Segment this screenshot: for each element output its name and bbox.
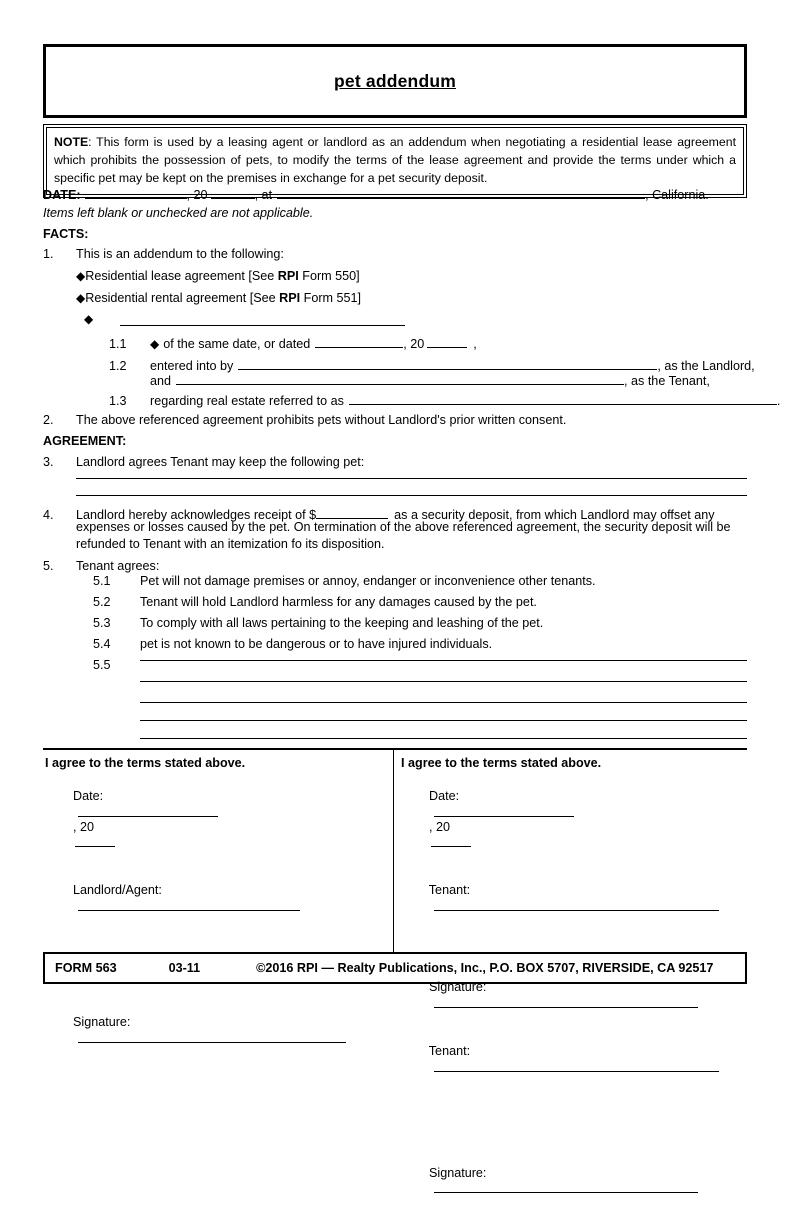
facts-heading-row — [43, 227, 88, 243]
tenant-date-row — [401, 775, 747, 864]
landlord-date-row — [45, 775, 389, 864]
fact-item-2-number: 2. — [43, 413, 54, 427]
landlord-date-label: Date: — [73, 789, 104, 803]
landlord-name-label: Landlord/Agent: — [73, 883, 162, 898]
agreement-item-5-5 — [93, 658, 140, 674]
fact-1-1-tail: , — [473, 337, 477, 352]
checkbox-other-agreement[interactable] — [84, 313, 93, 325]
date-year-field[interactable] — [211, 184, 255, 199]
tenant-name-label-1: Tenant: — [428, 883, 471, 898]
agreement-item-5-4-number: 5.4 — [93, 637, 111, 651]
date-year-prefix: , 20 — [186, 188, 208, 203]
agreement-item-4-text-a: Landlord hereby acknowledges receipt of $ — [76, 508, 317, 523]
landlord-agree-text: I agree to the terms stated above. — [45, 756, 246, 770]
agreement-heading-row — [43, 434, 126, 450]
footer-box — [43, 952, 747, 984]
agreement-item-5 — [43, 559, 159, 575]
fact-item-1-2-text: entered into by — [150, 359, 234, 374]
tenant-date-label: Date: — [429, 789, 460, 803]
fact-item-1-3-text: regarding real estate referred to as — [150, 394, 344, 409]
fact-item-1-2-number: 1.2 — [109, 359, 127, 374]
tenant-agrees-blank-line-5[interactable] — [140, 738, 747, 739]
disclaimer-text: Items left blank or unchecked are not applicable. — [43, 206, 314, 220]
fact-1-2-and-label: and — [150, 374, 172, 389]
footer-form-number: FORM 563 — [55, 961, 117, 975]
fact-1-1-year-prefix: , 20 — [403, 337, 425, 352]
checkbox-rental-brand: RPI — [279, 291, 301, 305]
agreement-item-4-line-2 — [76, 520, 731, 536]
landlord-signature-label: Signature: — [73, 1015, 131, 1030]
landlord-year-field[interactable] — [75, 835, 115, 847]
fact-1-2-tenant-field[interactable] — [176, 370, 624, 385]
tenant-agrees-blank-line-1[interactable] — [140, 660, 747, 661]
agreement-item-4-line-3 — [76, 537, 385, 553]
tenant-agrees-blank-line-2[interactable] — [140, 681, 747, 682]
date-month-day-field[interactable] — [85, 184, 187, 199]
fact-1-2-landlord-field[interactable] — [238, 355, 657, 370]
tenant-name-field-1[interactable] — [434, 899, 719, 911]
date-label: DATE: — [43, 188, 81, 203]
pet-description-line-1[interactable] — [76, 478, 747, 479]
tenant-agree-text: I agree to the terms stated above. — [401, 756, 602, 770]
fact-item-1-3 — [109, 390, 780, 410]
tenant-year-prefix: , 20 — [429, 819, 451, 834]
tenant-agrees-blank-line-4[interactable] — [140, 720, 747, 721]
note-body: : This form is used by a leasing agent or landlord as an addendum when negotiating a residential lease agreement which prohibits the possession of pets, to modify the terms of the lease agreement and provide the terms under which a specific pet may be kept on the premises in exchange for a pet security deposit. — [54, 135, 736, 186]
agreement-heading: AGREEMENT: — [43, 434, 127, 448]
tenant-signature-row-2 — [401, 1152, 747, 1210]
agreement-item-5-4-text: pet is not known to be dangerous or to have injured individuals. — [140, 637, 493, 651]
agreement-item-5-1 — [93, 574, 596, 590]
fact-1-2-landlord-tail: , as the Landlord, — [657, 359, 755, 374]
agreement-item-4-text-b: as a security deposit, from which Landlord may offset any — [394, 508, 715, 523]
form-title-box — [43, 44, 747, 118]
landlord-signature-field[interactable] — [78, 1031, 346, 1043]
checkbox-icon[interactable]: ◆ — [150, 336, 160, 351]
landlord-date-field[interactable] — [78, 805, 218, 817]
signature-column-landlord — [43, 750, 389, 1060]
agreement-item-5-3-text: To comply with all laws pertaining to the keeping and leashing of the pet. — [140, 616, 544, 630]
agreement-item-5-1-number: 5.1 — [93, 574, 111, 588]
fact-1-2-tenant-tail: , as the Tenant, — [624, 374, 710, 389]
agreement-item-5-number: 5. — [43, 559, 54, 573]
agreement-item-5-1-text: Pet will not damage premises or annoy, endanger or inconvenience other tenants. — [140, 574, 596, 588]
tenant-name-row-2 — [401, 1030, 747, 1089]
date-state-label: , California. — [645, 188, 709, 203]
form-page — [43, 0, 781, 1180]
fact-item-2-text: The above referenced agreement prohibits pets without Landlord's prior written consent. — [76, 413, 567, 427]
tenant-signature-field-1[interactable] — [434, 996, 698, 1008]
agreement-item-3 — [43, 455, 364, 471]
date-at-label: , at — [254, 188, 273, 203]
checkbox-lease-brand: RPI — [277, 269, 299, 283]
fact-item-1-text: This is an addendum to the following: — [76, 247, 284, 261]
agreement-item-4-line2-text: expenses or losses caused by the pet. On termination of the above referenced agreement, the security deposit will be — [76, 520, 731, 534]
facts-heading: FACTS: — [43, 227, 89, 241]
agreement-item-3-number: 3. — [43, 455, 54, 469]
disclaimer-row — [43, 206, 313, 222]
checkbox-lease-agreement[interactable] — [76, 269, 360, 285]
checkbox-rental-label-after: Form 551] — [300, 291, 362, 305]
page-title: pet addendum — [334, 70, 456, 91]
fact-1-1-date-field[interactable] — [315, 333, 403, 348]
fact-item-1-3-number: 1.3 — [109, 394, 127, 409]
tenant-signature-label-1: Signature: — [429, 980, 487, 995]
checkbox-lease-label-after: Form 550] — [298, 269, 360, 283]
tenant-signature-label-2: Signature: — [429, 1165, 487, 1180]
note-paragraph — [54, 133, 736, 188]
tenant-signature-field-2[interactable] — [434, 1181, 698, 1193]
landlord-name-field[interactable] — [78, 899, 300, 911]
agreement-item-4-number: 4. — [43, 508, 54, 523]
other-agreement-field[interactable] — [120, 325, 405, 326]
agreement-item-5-4 — [93, 637, 492, 653]
agreement-item-5-5-number: 5.5 — [93, 658, 111, 672]
agreement-item-5-3 — [93, 616, 543, 632]
pet-description-line-2[interactable] — [76, 495, 747, 496]
checkbox-rental-agreement[interactable] — [76, 291, 361, 307]
landlord-name-row — [45, 869, 389, 928]
checkbox-icon[interactable]: ◆ — [84, 311, 94, 326]
tenant-name-label-2: Tenant: — [428, 1043, 471, 1058]
agreement-item-3-text: Landlord agrees Tenant may keep the following pet: — [76, 455, 365, 469]
agreement-item-5-3-number: 5.3 — [93, 616, 111, 630]
landlord-year-prefix: , 20 — [73, 819, 95, 834]
fact-item-1-1 — [109, 333, 477, 353]
tenant-name-row-1 — [401, 869, 747, 928]
signature-column-divider — [393, 750, 394, 952]
footer-copyright: ©2016 RPI — Realty Publications, Inc., P.O. BOX 5707, RIVERSIDE, CA 92517 — [256, 961, 714, 975]
tenant-date-field[interactable] — [434, 805, 574, 817]
tenant-year-field[interactable] — [431, 835, 471, 847]
fact-1-1-year-field[interactable] — [427, 333, 467, 348]
landlord-signature-row — [45, 1001, 389, 1060]
footer-revision-date: 03-11 — [168, 961, 201, 975]
checkbox-icon[interactable]: ◆ — [76, 290, 86, 305]
date-row — [43, 184, 709, 204]
fact-1-3-property-field[interactable] — [349, 390, 777, 405]
fact-item-1-1-text: of the same date, or dated — [163, 337, 311, 352]
agreement-item-5-text: Tenant agrees: — [76, 559, 160, 573]
date-city-field[interactable] — [277, 184, 645, 199]
agreement-item-4-line3-text: refunded to Tenant with an itemization fo its disposition. — [76, 537, 385, 551]
tenant-name-field-2[interactable] — [434, 1060, 719, 1072]
agreement-item-5-2 — [93, 595, 537, 611]
note-label: NOTE — [54, 135, 89, 149]
fact-item-1-1-number: 1.1 — [109, 337, 127, 352]
fact-item-1-2-and — [150, 370, 710, 390]
checkbox-rental-label-before: Residential rental agreement [See — [85, 291, 280, 305]
checkbox-icon[interactable]: ◆ — [76, 268, 86, 283]
fact-item-2 — [43, 413, 566, 429]
fact-1-3-tail: . — [776, 394, 781, 409]
tenant-agrees-blank-line-3[interactable] — [140, 702, 747, 703]
fact-item-1-number: 1. — [43, 247, 54, 261]
checkbox-lease-label-before: Residential lease agreement [See — [85, 269, 278, 283]
agreement-item-5-2-text: Tenant will hold Landlord harmless for any damages caused by the pet. — [140, 595, 537, 609]
fact-item-1 — [43, 247, 284, 263]
agreement-item-5-2-number: 5.2 — [93, 595, 111, 609]
security-deposit-amount-field[interactable] — [316, 504, 388, 519]
